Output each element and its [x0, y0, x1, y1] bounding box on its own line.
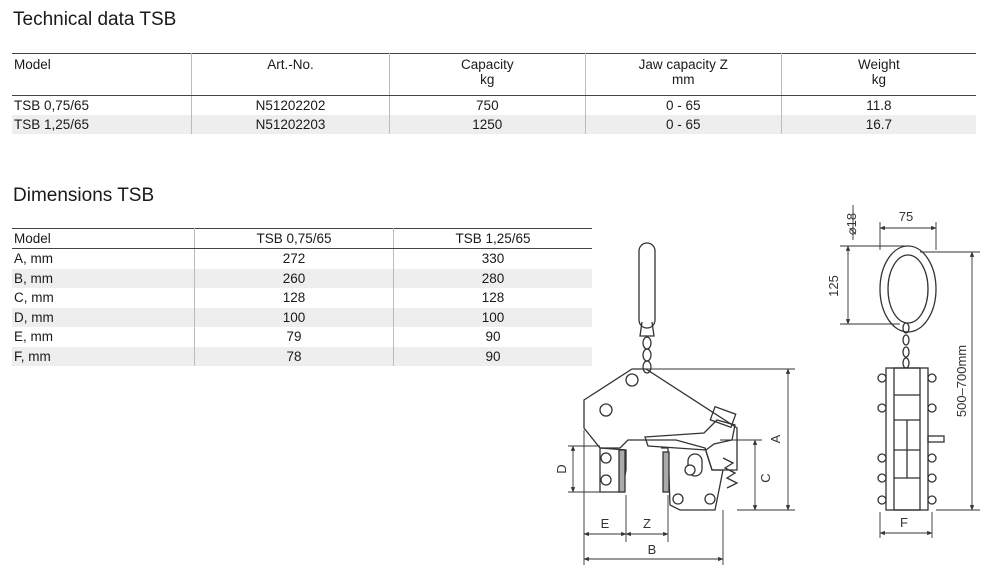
side-dimensions [568, 369, 795, 565]
header-art-no: Art.-No. [192, 54, 389, 96]
cell-v1: 260 [195, 269, 394, 289]
cell-v2: 100 [394, 308, 592, 328]
header-model: Model [12, 54, 192, 96]
tech-title: Technical data TSB [13, 9, 177, 30]
cell-label: E, mm [14, 329, 53, 344]
lifting-ring [639, 243, 655, 328]
cell-weight: 16.7 [781, 115, 976, 134]
cell-v2: 128 [394, 288, 592, 308]
chain [643, 337, 651, 373]
ring-bracket [640, 322, 654, 336]
cell-v2: 330 [394, 249, 592, 269]
dims-title: Dimensions TSB [13, 185, 155, 206]
cell-model: TSB 0,75/65 [14, 98, 90, 113]
fixed-jaw-pad [619, 450, 625, 492]
header-jaw: Jaw capacity Z mm [585, 54, 781, 96]
cell-label: C, mm [14, 290, 54, 305]
side-view-drawing [584, 243, 737, 510]
lever-handle [928, 436, 944, 442]
lever-block [710, 407, 735, 428]
header-weight: Weight kg [781, 54, 976, 96]
dim-label-range: 500–700mm [954, 344, 969, 418]
dim-label-z: Z [643, 516, 651, 531]
cell-label: A, mm [14, 251, 53, 266]
cell-label: F, mm [12, 347, 195, 367]
header-capacity: Capacity kg [389, 54, 585, 96]
moving-jaw-pad [663, 452, 669, 492]
chain-front [903, 323, 909, 368]
cell-v2: 90 [394, 347, 592, 367]
lifting-ring-inner [888, 255, 928, 323]
cell-art: N51202203 [192, 115, 389, 134]
dim-label-b: B [647, 542, 657, 557]
cell-jaw: 0 - 65 [585, 115, 781, 134]
cell-capacity: 1250 [389, 115, 585, 134]
dim-label-125: 125 [826, 275, 841, 297]
dim-label-d: D [554, 464, 569, 474]
dim-label-e: E [600, 516, 610, 531]
cell-capacity: 750 [389, 96, 585, 116]
cell-v2: 90 [394, 327, 592, 347]
front-view-drawing [878, 246, 944, 510]
cell-model: TSB 1,25/65 [12, 115, 192, 134]
cell-weight: 11.8 [781, 96, 976, 116]
dim-label-d18: ⌀18 [844, 212, 859, 236]
header-model: Model [12, 229, 195, 249]
cell-v2: 280 [394, 269, 592, 289]
cell-v1: 128 [195, 288, 394, 308]
dim-label-a: A [768, 434, 783, 444]
header-tsb-075: TSB 0,75/65 [195, 229, 394, 249]
dim-label-f: F [900, 515, 908, 530]
cell-v1: 79 [195, 327, 394, 347]
serration [723, 458, 737, 488]
cell-art: N51202202 [192, 96, 389, 116]
cell-v1: 100 [195, 308, 394, 328]
cell-label: B, mm [12, 269, 195, 289]
cell-v1: 78 [195, 347, 394, 367]
dim-label-c: C [758, 473, 773, 483]
cell-jaw: 0 - 65 [585, 96, 781, 116]
cell-label: D, mm [12, 308, 195, 328]
cell-v1: 272 [195, 249, 394, 269]
header-tsb-125: TSB 1,25/65 [394, 229, 592, 249]
dim-label-75: 75 [898, 209, 914, 224]
